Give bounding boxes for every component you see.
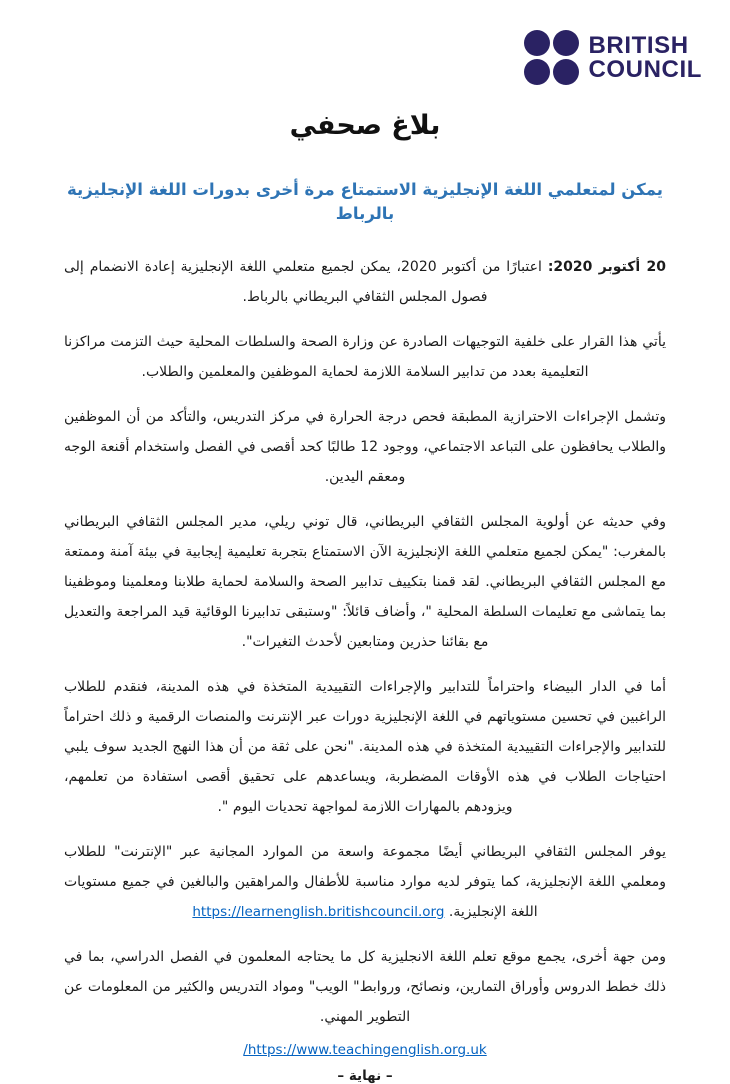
logo-dot <box>553 30 579 56</box>
logo-dot <box>524 30 550 56</box>
headline: يمكن لمتعلمي اللغة الإنجليزية الاستمتاع مرة أخرى بدورات اللغة الإنجليزية بالرباط <box>67 180 663 223</box>
paragraph-free-resources <box>64 837 666 927</box>
wordmark-line-2: COUNCIL <box>588 55 702 83</box>
paragraph-teachingenglish-site: ومن جهة أخرى، يجمع موقع تعلم اللغة الانجليزية كل ما يحتاجه المعلمون في الفصل الدراسي، بما في ذلك خطط الدروس وأوراق التمارين، ونصائح، وروابط" الويب" ومواد التدريس والكثير من المعلومات عن التطوير المهني. <box>64 948 666 1025</box>
teachingenglish-link[interactable]: /https://www.teachingenglish.org.uk <box>243 1041 487 1058</box>
paragraph-text: اعتبارًا من أكتوبر 2020، يمكن لجميع متعلمي اللغة الإنجليزية إعادة الانضمام إلى فصول المجلس الثقافي البريطاني بالرباط. <box>64 258 542 305</box>
paragraph-precautionary-measures: وتشمل الإجراءات الاحترازية المطبقة فحص درجة الحرارة في مركز التدريس، والتأكد من أن الموظفين والطلاب يحافظون على التباعد الاجتماعي، ووجود 12 طالبًا كحد أقصى في الفصل واستخدام أقنعة الوجه ومعقم اليدين. <box>64 408 666 485</box>
paragraph-text: يوفر المجلس الثقافي البريطاني أيضًا مجموعة واسعة من الموارد المجانية عبر "الإنترنت" للطلاب ومعلمي اللغة الإنجليزية، كما يتوفر لديه موارد مناسبة للأطفال والمراهقين والبالغين في جميع مستويات اللغة الإنجليزية. <box>64 843 666 920</box>
article-body <box>64 252 666 1084</box>
wordmark-line-1: BRITISH <box>588 31 689 59</box>
british-council-dots-icon <box>524 30 579 85</box>
date-lead: 20 أكتوبر 2020: <box>547 258 666 275</box>
paragraph-health-guidelines: يأتي هذا القرار على خلفية التوجيهات الصادرة عن وزارة الصحة والسلطات المحلية حيث التزمت مراكزنا التعليمية بعدد من تدابير السلامة اللازمة لحماية الموظفين والمعلمين والطلاب. <box>64 333 666 380</box>
logo-dot <box>524 59 550 85</box>
teachingenglish-link-line <box>64 1039 666 1058</box>
document-header <box>64 0 702 88</box>
logo-dot <box>553 59 579 85</box>
british-council-logo <box>524 30 702 85</box>
paragraph-casablanca-online: أما في الدار البيضاء واحتراماً للتدابير والإجراءات التقييدية المتخذة في هذه المدينة، فنقدم للطلاب الراغبين في تحسين مستوياتهم في اللغة الإنجليزية دورات عبر الإنترنت والمنصات الرقمية و ذلك احتراماً للتدابير والإجراءات التقييدية المتخذة في هذه المدينة. "نحن على ثقة من أن هذا النهج الجديد سوف يلبي احتياجات الطلاب في هذه الأوقات المضطربة، ويساعدهم على تحقيق أقصى استفادة من تعلمهم، ويزودهم بالمهارات اللازمة لمواجهة تحديات اليوم ". <box>64 678 666 815</box>
end-mark: – نهاية – <box>337 1067 393 1084</box>
paragraph-date-announcement <box>64 252 666 312</box>
learnenglish-link[interactable]: https://learnenglish.britishcouncil.org <box>192 903 445 920</box>
press-release-label: بلاغ صحفي <box>289 110 441 141</box>
british-council-wordmark <box>588 31 702 83</box>
paragraph-director-quote: وفي حديثه عن أولوية المجلس الثقافي البريطاني، قال توني ريلي، مدير المجلس الثقافي البريطاني بالمغرب: "يمكن لجميع متعلمي اللغة الإنجليزية الآن الاستمتاع بتجربة تعليمية إيجابية في بيئة آمنة وممتعة مع المجلس الثقافي البريطاني. لقد قمنا بتكييف تدابير الصحة والسلامة لحماية طلابنا ومعلمينا وموظفينا بما يتماشى مع تعليمات السلطة المحلية "، وأضاف قائلاً: "وستبقى تدابيرنا الوقائية قيد المراجعة والتعديل مع بقائنا حذرين ومتابعين لأحدث التغيرات". <box>64 513 666 650</box>
